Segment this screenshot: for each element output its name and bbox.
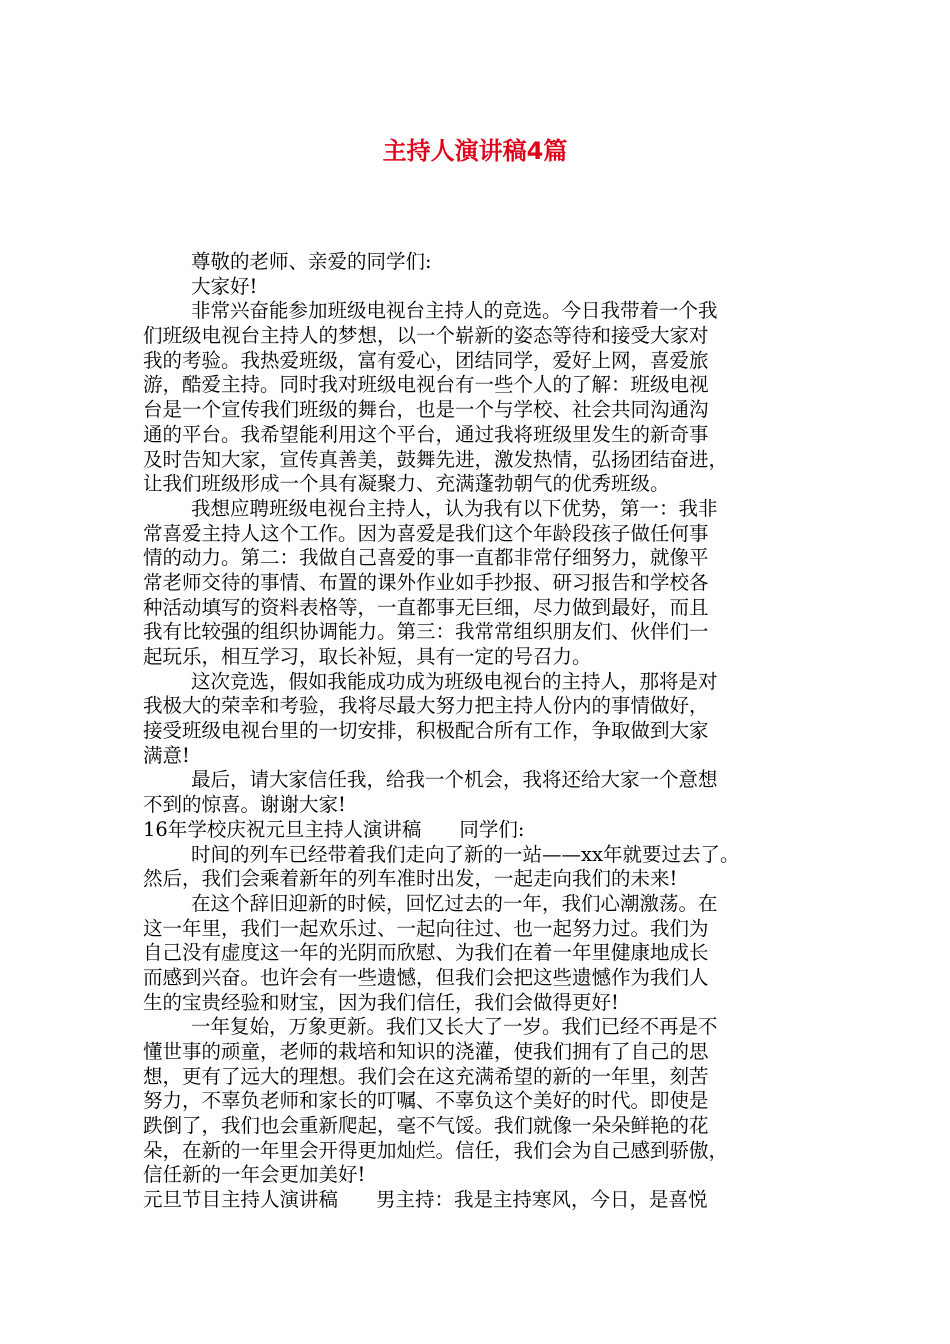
text-line: [143, 546, 823, 571]
line-text: 常喜爱主持人这个工作。因为喜爱是我们这个年龄段孩子做任何事: [143, 521, 709, 545]
document-title: 主持人演讲稿4篇: [382, 137, 568, 165]
line-text: 种活动填写的资料表格等，一直都事无巨细，尽力做到最好，而且: [143, 595, 709, 619]
line-text: 我极大的荣幸和考验，我将尽最大努力把主持人份内的事情做好，: [143, 694, 709, 718]
text-line: [143, 818, 823, 843]
text-line: [143, 991, 823, 1016]
text-line: [143, 694, 823, 719]
text-line: [143, 275, 823, 300]
text-line: [143, 472, 823, 497]
line-text: 朵，在新的一年里会开得更加灿烂。信任，我们会为自己感到骄傲，: [143, 1138, 729, 1162]
text-line: [143, 250, 823, 275]
line-text: 我想应聘班级电视台主持人，认为我有以下优势，第一：我非: [191, 496, 718, 520]
text-line: [143, 867, 823, 892]
line-text: 男主持：我是主持寒风，今日，是喜悦: [376, 1188, 708, 1212]
text-line: [143, 941, 823, 966]
text-line: [143, 966, 823, 991]
line-text: 信任新的一年会更加美好!: [143, 1163, 366, 1187]
line-text: 努力，不辜负老师和家长的叮嘱、不辜负这个美好的时代。即使是: [143, 1089, 709, 1113]
text-line: [143, 1139, 823, 1164]
line-text: 接受班级电视台里的一切安排，积极配合所有工作，争取做到大家: [143, 719, 709, 743]
text-line: [143, 571, 823, 596]
line-text: 通的平台。我希望能利用这个平台，通过我将班级里发生的新奇事: [143, 422, 709, 446]
text-line: [143, 423, 823, 448]
line-text: 然后，我们会乘着新年的列车准时出发，一起走向我们的未来!: [143, 867, 678, 891]
line-text: 情的动力。第二：我做自己喜爱的事一直都非常仔细努力，就像平: [143, 546, 709, 570]
text-line: [143, 448, 823, 473]
line-text: 满意!: [143, 743, 190, 767]
line-text: 而感到兴奋。也许会有一些遗憾，但我们会把这些遗憾作为我们人: [143, 965, 709, 989]
line-text: 一年复始，万象更新。我们又长大了一岁。我们已经不再是不: [191, 1015, 718, 1039]
line-text: 生的宝贵经验和财宝，因为我们信任，我们会做得更好!: [143, 990, 619, 1014]
text-line: [143, 497, 823, 522]
text-line: [143, 917, 823, 942]
text-line: [143, 843, 823, 868]
text-line: [143, 1163, 823, 1188]
line-text: 懂世事的顽童，老师的栽培和知识的浇灌，使我们拥有了自己的思: [143, 1040, 709, 1063]
text-line: [143, 1114, 823, 1139]
text-line: [143, 892, 823, 917]
line-text: 在这个辞旧迎新的时候，回忆过去的一年，我们心潮激荡。在: [191, 891, 718, 915]
text-line: [143, 1188, 823, 1213]
text-line: [143, 324, 823, 349]
line-text: 想，更有了远大的理想。我们会在这充满希望的新的一年里，刻苦: [143, 1064, 709, 1088]
line-text: 同学们:: [459, 817, 525, 841]
text-line: [143, 620, 823, 645]
line-text: 及时告知大家，宣传真善美，鼓舞先进，激发热情，弘扬团结奋进，: [143, 447, 729, 471]
text-line: [143, 1065, 823, 1090]
text-line: [143, 744, 823, 769]
text-line: [143, 719, 823, 744]
text-line: [143, 768, 823, 793]
line-text: 不到的惊喜。谢谢大家!: [143, 793, 346, 817]
text-line: [143, 398, 823, 423]
text-line: [143, 1089, 823, 1114]
text-line: [143, 299, 823, 324]
line-text: 起玩乐，相互学习，取长补短，具有一定的号召力。: [143, 645, 592, 668]
line-text: 常老师交待的事情、布置的课外作业如手抄报、研习报告和学校各: [143, 570, 709, 594]
line-text: 自己没有虚度这一年的光阴而欣慰、为我们在着一年里健康地成长: [143, 941, 709, 965]
text-line: [143, 793, 823, 818]
line-text: 我的考验。我热爱班级，富有爱心，团结同学，爱好上网，喜爱旅: [143, 348, 709, 372]
text-line: [143, 645, 823, 670]
text-line: [143, 522, 823, 547]
document-body: [143, 250, 823, 1213]
line-text: 们班级电视台主持人的梦想，以一个崭新的姿态等待和接受大家对: [143, 324, 709, 348]
text-line: [143, 1015, 823, 1040]
line-text: 非常兴奋能参加班级电视台主持人的竞选。今日我带着一个我: [191, 299, 718, 323]
text-line: [143, 1040, 823, 1065]
section-heading: 元旦节目主持人演讲稿: [143, 1188, 339, 1212]
line-text: 尊敬的老师、亲爱的同学们:: [191, 250, 432, 273]
section-heading: 16年学校庆祝元旦主持人演讲稿: [143, 817, 422, 841]
line-text: 大家好!: [191, 274, 258, 298]
line-text: 这次竞选，假如我能成功成为班级电视台的主持人，那将是对: [191, 669, 718, 693]
line-text: 这一年里，我们一起欢乐过、一起向往过、也一起努力过。我们为: [143, 916, 709, 940]
line-text: 我有比较强的组织协调能力。第三：我常常组织朋友们、伙伴们一: [143, 620, 709, 644]
line-text: 最后，请大家信任我，给我一个机会，我将还给大家一个意想: [191, 768, 718, 792]
line-text: 时间的列车已经带着我们走向了新的一站——xx年就要过去了。: [191, 842, 740, 866]
text-line: [143, 596, 823, 621]
line-text: 让我们班级形成一个具有凝聚力、充满蓬勃朝气的优秀班级。: [143, 472, 670, 496]
text-line: [143, 373, 823, 398]
text-line: [143, 670, 823, 695]
line-text: 台是一个宣传我们班级的舞台，也是一个与学校、社会共同沟通沟: [143, 398, 709, 422]
text-line: [143, 349, 823, 374]
line-text: 跌倒了，我们也会重新爬起，毫不气馁。我们就像一朵朵鲜艳的花: [143, 1114, 709, 1138]
line-text: 游，酷爱主持。同时我对班级电视台有一些个人的了解：班级电视: [143, 373, 709, 397]
